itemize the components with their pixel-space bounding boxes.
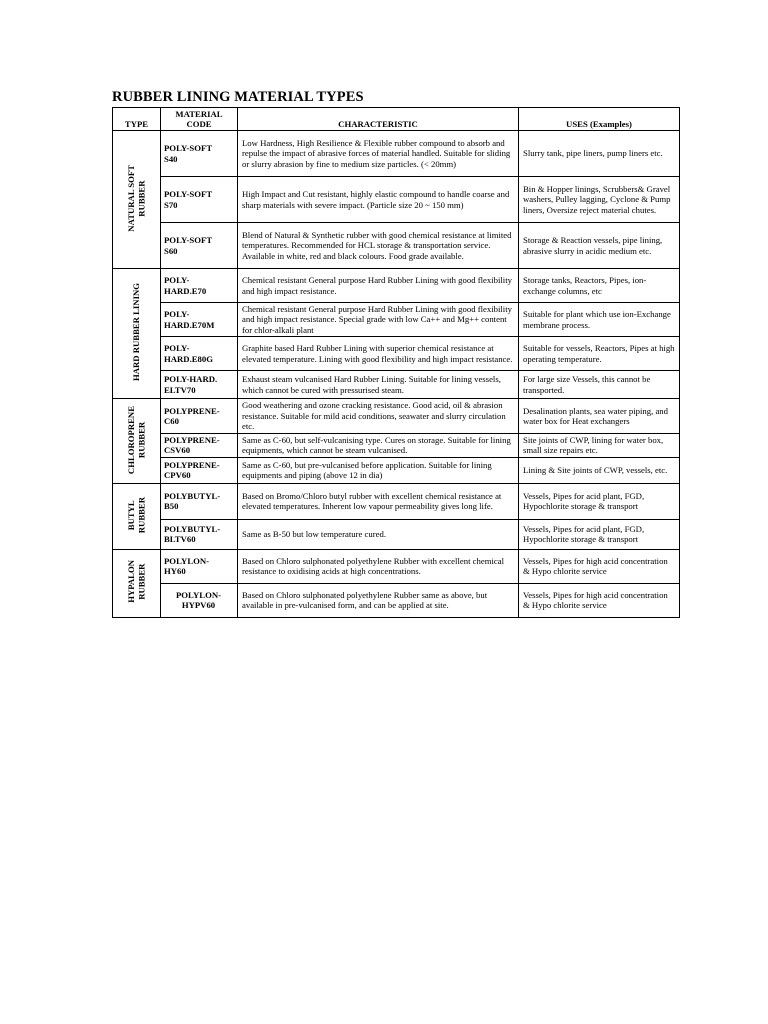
- header-type: TYPE: [113, 108, 161, 131]
- type-cell-hard-rubber-lining: [113, 269, 161, 399]
- characteristic-cell: Good weathering and ozone cracking resistance. Good acid, oil & abrasion resistance. Suitable for mild acid conditions, seawater and slurry circulation etc.: [238, 399, 519, 433]
- table-row: [113, 483, 680, 519]
- material-code-cell: POLY-HARD. ELTV70: [161, 371, 238, 399]
- characteristic-cell: High Impact and Cut resistant, highly elastic compound to handle coarse and sharp materials with severe impact. (Particle size 20 ~ 150 mm): [238, 177, 519, 223]
- uses-cell: Vessels, Pipes for high acid concentration & Hypo chlorite service: [519, 549, 680, 583]
- table-row: [113, 177, 680, 223]
- header-material-code: MATERIAL CODE: [161, 108, 238, 131]
- type-label: CHLOROPRENE RUBBER: [126, 405, 147, 474]
- type-label: BUTYL RUBBER: [126, 496, 147, 533]
- table-row: [113, 457, 680, 483]
- uses-cell: Suitable for vessels, Reactors, Pipes at high operating temperature.: [519, 337, 680, 371]
- characteristic-cell: Chemical resistant General purpose Hard Rubber Lining with good flexibility and high impact resistance. Special grade with low Ca++ and Mg++ content for chlor-alkali plant: [238, 303, 519, 337]
- uses-cell: Vessels, Pipes for acid plant, FGD, Hypochlorite storage & transport: [519, 483, 680, 519]
- uses-cell: Bin & Hopper linings, Scrubbers& Gravel washers, Pulley lagging, Cyclone & Pump liners, Oversize reject material chutes.: [519, 177, 680, 223]
- material-code-cell: POLY-SOFT S40: [161, 131, 238, 177]
- characteristic-cell: Same as C-60, but self-vulcanising type. Cures on storage. Suitable for lining equipments, which cannot be steam vulcanised.: [238, 433, 519, 457]
- material-code-cell: POLY- HARD.E70: [161, 269, 238, 303]
- uses-cell: Vessels, Pipes for acid plant, FGD, Hypochlorite storage & transport: [519, 519, 680, 549]
- type-cell-chloroprene-rubber: [113, 399, 161, 483]
- type-cell-hypalon-rubber: [113, 549, 161, 617]
- material-code-cell: POLYPRENE- CSV60: [161, 433, 238, 457]
- type-label: HARD RUBBER LINING: [131, 283, 142, 382]
- characteristic-cell: Same as C-60, but pre-vulcanised before application. Suitable for lining equipments and piping (above 12 in dia): [238, 457, 519, 483]
- table-row: [113, 223, 680, 269]
- header-uses: USES (Examples): [519, 108, 680, 131]
- material-code-cell: POLY-SOFT S70: [161, 177, 238, 223]
- uses-cell: Vessels, Pipes for high acid concentration & Hypo chlorite service: [519, 583, 680, 617]
- header-characteristic: CHARACTERISTIC: [238, 108, 519, 131]
- material-code-cell: POLYBUTYL- BLTV60: [161, 519, 238, 549]
- table-row: [113, 371, 680, 399]
- characteristic-cell: Blend of Natural & Synthetic rubber with good chemical resistance at limited temperatures. Recommended for HCL storage & transportation service. Available in white, red and black colours. Food grade available.: [238, 223, 519, 269]
- material-code-cell: POLY- HARD.E80G: [161, 337, 238, 371]
- characteristic-cell: Low Hardness, High Resilience & Flexible rubber compound to absorb and repulse the impact of abrasive forces of material handled. Suitable for sliding or slurry abrasion by fine to medium size particles. (< 20mm): [238, 131, 519, 177]
- table-row: [113, 519, 680, 549]
- characteristic-cell: Same as B-50 but low temperature cured.: [238, 519, 519, 549]
- uses-cell: Storage & Reaction vessels, pipe lining, abrasive slurry in acidic medium etc.: [519, 223, 680, 269]
- characteristic-cell: Based on Chloro sulphonated polyethylene Rubber with excellent chemical resistance to oxidising acids at high concentrations.: [238, 549, 519, 583]
- uses-cell: Lining & Site joints of CWP, vessels, etc.: [519, 457, 680, 483]
- type-cell-butyl-rubber: [113, 483, 161, 549]
- material-code-cell: POLYBUTYL- B50: [161, 483, 238, 519]
- uses-cell: Desalination plants, sea water piping, and water box for Heat exchangers: [519, 399, 680, 433]
- material-code-cell: POLYPRENE- C60: [161, 399, 238, 433]
- uses-cell: Slurry tank, pipe liners, pump liners etc.: [519, 131, 680, 177]
- material-code-cell: POLYLON- HYPV60: [161, 583, 238, 617]
- table-row: [113, 131, 680, 177]
- table-row: [113, 399, 680, 433]
- uses-cell: Suitable for plant which use ion-Exchange membrane process.: [519, 303, 680, 337]
- characteristic-cell: Exhaust steam vulcanised Hard Rubber Lining. Suitable for lining vessels, which cannot be cured with pressurised steam.: [238, 371, 519, 399]
- characteristic-cell: Based on Bromo/Chloro butyl rubber with excellent chemical resistance at elevated temperatures. Inherent low vapour permeability gives long life.: [238, 483, 519, 519]
- material-types-table: [112, 107, 680, 618]
- table-row: [113, 337, 680, 371]
- uses-cell: Storage tanks, Reactors, Pipes, ion-exchange columns, etc: [519, 269, 680, 303]
- material-code-cell: POLYLON- HY60: [161, 549, 238, 583]
- table-header-row: [113, 108, 680, 131]
- type-label: NATURAL SOFT RUBBER: [126, 164, 147, 232]
- table-row: [113, 549, 680, 583]
- characteristic-cell: Chemical resistant General purpose Hard Rubber Lining with good flexibility and high impact resistance.: [238, 269, 519, 303]
- table-row: [113, 433, 680, 457]
- characteristic-cell: Graphite based Hard Rubber Lining with superior chemical resistance at elevated temperature. Lining with good flexibility and high impact resistance.: [238, 337, 519, 371]
- table-row: [113, 583, 680, 617]
- table-row: [113, 303, 680, 337]
- document-title: RUBBER LINING MATERIAL TYPES: [112, 89, 364, 105]
- uses-cell: For large size Vessels, this cannot be transported.: [519, 371, 680, 399]
- material-code-cell: POLY-SOFT S60: [161, 223, 238, 269]
- uses-cell: Site joints of CWP, lining for water box, small size repairs etc.: [519, 433, 680, 457]
- table-row: [113, 269, 680, 303]
- material-code-cell: POLY- HARD.E70M: [161, 303, 238, 337]
- material-code-cell: POLYPRENE- CPV60: [161, 457, 238, 483]
- characteristic-cell: Based on Chloro sulphonated polyethylene Rubber same as above, but available in pre-vulcanised form, and can be applied at site.: [238, 583, 519, 617]
- type-label: HYPALON RUBBER: [126, 560, 147, 604]
- type-cell-natural-soft-rubber: [113, 131, 161, 269]
